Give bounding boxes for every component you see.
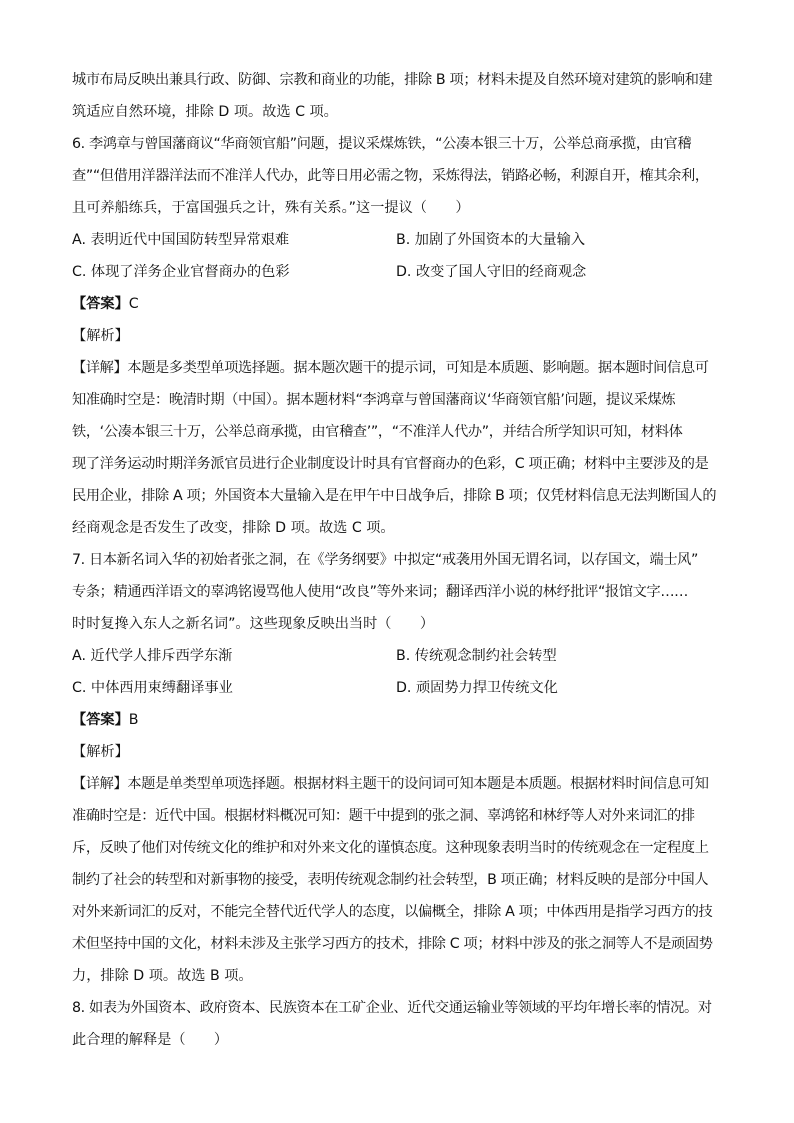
q6-stem-line: 且可养船练兵，于富国强兵之计，殊有关系。”这一提议（ ） <box>72 200 470 216</box>
q7-options-row <box>72 672 724 704</box>
q7-answer <box>72 704 724 736</box>
q7-option-b: B. 传统观念制约社会转型 <box>396 648 557 664</box>
q6-analysis-label: 【解析】 <box>72 328 129 344</box>
q6-options-row <box>72 256 724 288</box>
q7-detail-line: 斥，反映了他们对传统文化的维护和对外来文化的谨慎态度。这种现象表明当时的传统观念在一定程度上 <box>72 840 709 856</box>
q6-detail-line: 铁，‘公凑本银三十万，公举总商承揽，由官稽查’”，“不准洋人代办”，并结合所学知识可知，材料体 <box>72 424 683 440</box>
q6-option-b: B. 加剧了外国资本的大量输入 <box>396 232 586 248</box>
q6-stem-line: 6. 李鸿章与曾国藩商议“华商领官船”问题，提议采煤炼铁，“公凑本银三十万，公举总商承揽，由官稽 <box>72 136 692 152</box>
q6-answer <box>72 288 724 320</box>
q7-answer-label: 【答案】 <box>72 712 129 728</box>
page-content <box>72 64 724 1056</box>
q7-stem-line: 7. 日本新名词入华的初始者张之洞，在《学务纲要》中拟定“戒袭用外国无谓名词，以存国文，端士风” <box>72 552 699 568</box>
q5-explanation-line: 城市布局反映出兼具行政、防御、宗教和商业的功能，排除 B 项；材料未提及自然环境对建筑的影响和建 <box>72 72 713 88</box>
q6-answer-label: 【答案】 <box>72 296 129 312</box>
q7-option-c: C. 中体西用束缚翻译事业 <box>72 680 233 696</box>
q7-detail-line: 对外来新词汇的反对，不能完全替代近代学人的态度，以偏概全，排除 A 项；中体西用是指学习西方的技 <box>72 904 713 920</box>
q6-option-a: A. 表明近代中国国防转型异常艰难 <box>72 232 290 248</box>
q8-stem-line: 此合理的解释是（ ） <box>72 1032 229 1048</box>
q6-detail-line: 知准确时空是：晚清时期（中国）。据本题材料“李鸿章与曾国藩商议‘华商领官船’问题，提议采煤炼 <box>72 392 676 408</box>
q6-detail-line: 【详解】本题是多类型单项选择题。据本题次题干的提示词，可知是本质题、影响题。据本题时间信息可 <box>72 360 709 376</box>
q8-stem-line: 8. 如表为外国资本、政府资本、民族资本在工矿企业、近代交通运输业等领域的平均年增长率的情况。对 <box>72 1000 712 1016</box>
q6-answer-value: C <box>128 296 139 312</box>
q7-stem-line: 专条；精通西洋语文的辜鸿铭谩骂他人使用“改良”等外来词；翻译西洋小说的林纾批评“报馆文字…… <box>72 584 689 600</box>
q6-option-d: D. 改变了国人守旧的经商观念 <box>396 264 587 280</box>
q6-option-c: C. 体现了洋务企业官督商办的色彩 <box>72 264 290 280</box>
q6-detail-line: 民用企业，排除 A 项；外国资本大量输入是在甲午中日战争后，排除 B 项；仅凭材料信息无法判断国人的 <box>72 488 717 504</box>
q7-detail-line: 制约了社会的转型和对新事物的接受，表明传统观念制约社会转型，B 项正确；材料反映的是部分中国人 <box>72 872 709 888</box>
q7-detail-line: 【详解】本题是单类型单项选择题。根据材料主题干的设问词可知本题是本质题。根据材料时间信息可知 <box>72 776 709 792</box>
q7-analysis-label: 【解析】 <box>72 744 129 760</box>
q7-stem-line: 时时复搀入东人之新名词”。这些现象反映出当时（ ） <box>72 616 435 632</box>
q7-detail-line: 准确时空是：近代中国。根据材料概况可知：题干中提到的张之洞、辜鸿铭和林纾等人对外来词汇的排 <box>72 808 695 824</box>
q7-option-a: A. 近代学人排斥西学东渐 <box>72 648 233 664</box>
q6-detail-line: 经商观念是否发生了改变，排除 D 项。故选 C 项。 <box>72 520 395 536</box>
q7-detail-line: 力，排除 D 项。故选 B 项。 <box>72 968 253 984</box>
q7-answer-value: B <box>128 712 139 728</box>
q6-stem-line: 查”“但借用洋器洋法而不准洋人代办，此等日用必需之物，采炼得法，销路必畅，利源自开，榷其余利， <box>72 168 709 184</box>
q7-options-row <box>72 640 724 672</box>
q7-option-d: D. 顽固势力捍卫传统文化 <box>396 680 558 696</box>
q5-explanation-line: 筑适应自然环境，排除 D 项。故选 C 项。 <box>72 104 338 120</box>
q7-detail-line: 术但坚持中国的文化，材料未涉及主张学习西方的技术，排除 C 项；材料中涉及的张之洞等人不是顽固势 <box>72 936 713 952</box>
q6-detail-line: 现了洋务运动时期洋务派官员进行企业制度设计时具有官督商办的色彩，C 项正确；材料中主要涉及的是 <box>72 456 709 472</box>
q6-options-row <box>72 224 724 256</box>
